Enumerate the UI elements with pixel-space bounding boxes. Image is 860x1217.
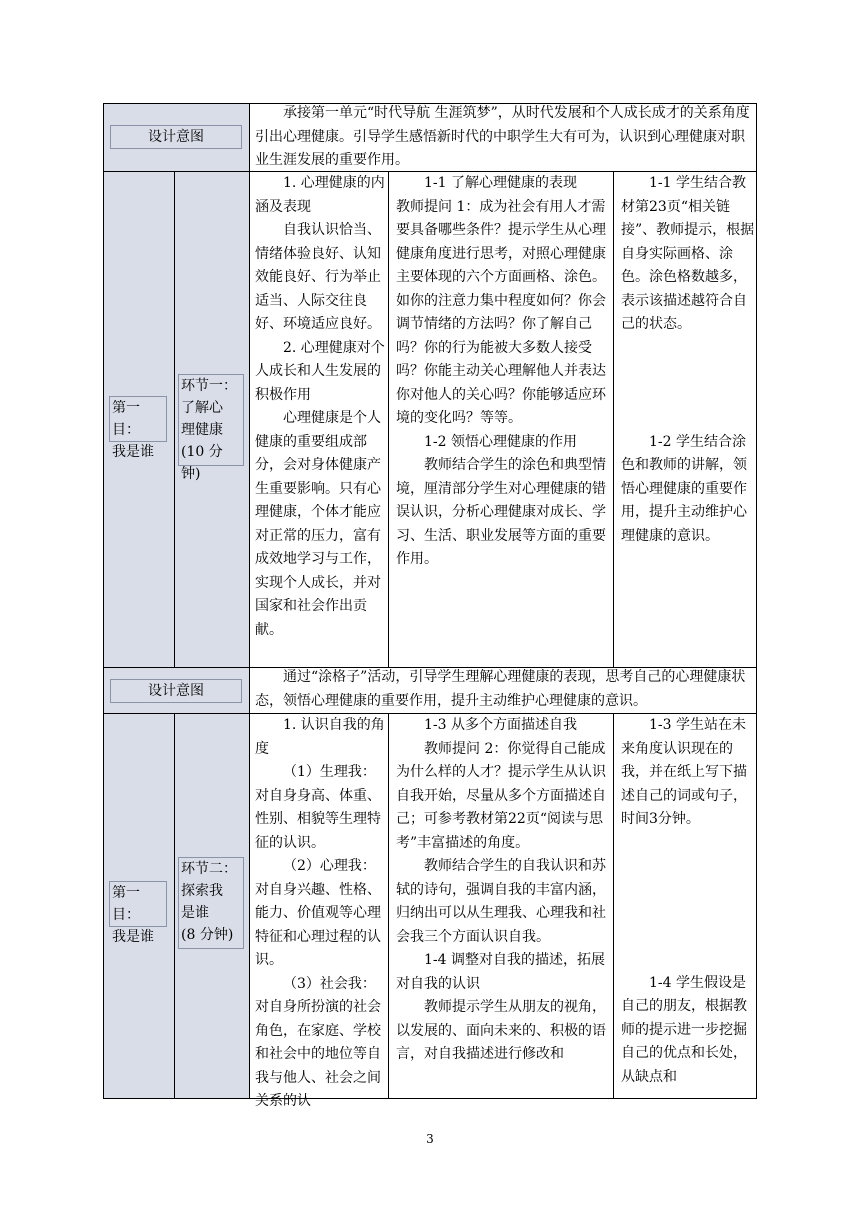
step-label-line: 了解心 (181, 400, 223, 416)
design-intent-text (255, 102, 757, 173)
step-label (178, 374, 244, 482)
teacher-paragraph: 1-3 从多个方面描述自我 (424, 717, 577, 733)
content-paragraph: （2）心理我：对自身兴趣、性格、能力、价值观等心理特征和心理过程的认识。 (255, 858, 381, 968)
content-column-1 (255, 172, 387, 642)
teacher-paragraph: 1-1 了解心理健康的表现 (424, 175, 577, 191)
teacher-paragraph: 教师结合学生的自我认识和苏轼的诗句，强调自我的丰富内涵，归纳出可以从生理我、心理我和社会我三个方面认识自我。 (396, 858, 606, 945)
teacher-paragraph: 教师提问 2：你觉得自己能成为什么样的人才？提示学生从认识自我开始，尽量从多个方面描述自己；可参考教材第22页“阅读与思考”丰富描述的角度。 (396, 740, 606, 851)
section-label-line: 第一目： (112, 885, 140, 923)
section-label (109, 396, 167, 460)
design-intent-paragraph: 承接第一单元“时代导航 生涯筑梦”，从时代发展和个人成长成才的关系角度引出心理健康。引导学生感悟新时代的中职学生大有可为，认识到心理健康对职业生涯发展的重要作用。 (255, 105, 750, 168)
teacher-paragraph: 教师提示学生从朋友的视角，以发展的、面向未来的、积极的语言，对自我描述进行修改和 (396, 999, 606, 1062)
section-label-line: 我是谁 (112, 929, 154, 945)
content-paragraph: （3）社会我：对自身所扮演的社会角色，在家庭、学校和社会中的地位等自我与他人、社会之间关系的认 (255, 975, 381, 1109)
student-paragraph: 1-4 学生假设是自己的朋友，根据教师的提示进一步挖掘自己的优点和长处，从缺点和 (621, 974, 747, 1085)
content-paragraph: 1. 认识自我的角度 (255, 717, 385, 757)
step-label-line: 理健康 (181, 422, 223, 438)
teacher-paragraph: 教师提问 1：成为社会有用人才需要具备哪些条件？提示学生从心理健康角度进行思考，对照心理健康主要体现的六个方面画格、涂色。如你的注意力集中程度如何？你会调节情绪的方法吗？你了解自己吗？你的行为能被大多数人接受吗？你能主动关心理解他人并表达你对他人的关心吗？你能够适应环境的变化吗？等等。 (396, 198, 606, 426)
design-intent-label: 设计意图 (110, 679, 242, 703)
step-label-line: (10 分钟) (181, 444, 223, 482)
student-paragraph: 1-2 学生结合涂色和教师的讲解，领悟心理健康的重要作用，提升主动维护心理健康的意识。 (621, 433, 747, 544)
teacher-column-2 (396, 714, 608, 1097)
content-paragraph: 自我认识恰当、情绪体验良好、认知效能良好、行为举止适当、人际交往良好、环境适应良好。 (255, 222, 381, 332)
step-label (178, 857, 244, 949)
teacher-paragraph: 教师结合学生的涂色和典型情境，厘清部分学生对心理健康的错误认识，分析心理健康对成长、学习、生活、职业发展等方面的重要作用。 (396, 457, 606, 567)
teacher-column-1 (396, 172, 608, 572)
content-paragraph: （1）生理我：对自身身高、体重、性别、相貌等生理特征的认识。 (255, 764, 381, 851)
design-intent-label: 设计意图 (110, 125, 242, 149)
page-number: 3 (426, 1132, 434, 1146)
student-column-2 (621, 714, 755, 1097)
design-intent-paragraph: 通过“涂格子”活动，引导学生理解心理健康的表现，思考自己的心理健康状态，领悟心理健康的重要作用，提升主动维护心理健康的意识。 (255, 669, 746, 709)
step-label-line: 探索我 (181, 883, 223, 899)
step-label-line: 环节一： (181, 378, 237, 394)
teacher-paragraph: 1-4 调整对自我的描述，拓展对自我的认识 (396, 952, 605, 992)
section-label-line: 我是谁 (112, 444, 154, 460)
step-label-line: (8 分钟) (181, 927, 234, 943)
content-paragraph: 心理健康是个人健康的重要组成部分，会对身体健康产生重要影响。只有心理健康，个体才能应对正常的压力，富有成效地学习与工作，实现个人成长，并对国家和社会作出贡献。 (255, 410, 381, 638)
student-paragraph: 1-3 学生站在未来角度认识现在的我，并在纸上写下描述自己的词或句子，时间3分钟。 (621, 717, 747, 827)
student-paragraph: 1-1 学生结合教材第23页“相关链接”、教师提示，根据自身实际画格、涂色。涂色格数越多，表示该描述越符合自己的状态。 (621, 175, 755, 332)
step-label-line: 环节二： (181, 861, 237, 877)
teacher-paragraph: 1-2 领悟心理健康的作用 (424, 433, 577, 450)
section-label (109, 881, 167, 945)
content-paragraph: 2. 心理健康对个人成长和人生发展的积极作用 (255, 339, 385, 403)
step-label-line: 是谁 (181, 905, 209, 921)
content-paragraph: 1. 心理健康的内涵及表现 (255, 175, 385, 215)
section-label-line: 第一目： (112, 400, 140, 438)
content-column-2 (255, 714, 387, 1109)
design-intent-text (255, 666, 757, 713)
student-column-1 (621, 172, 755, 548)
